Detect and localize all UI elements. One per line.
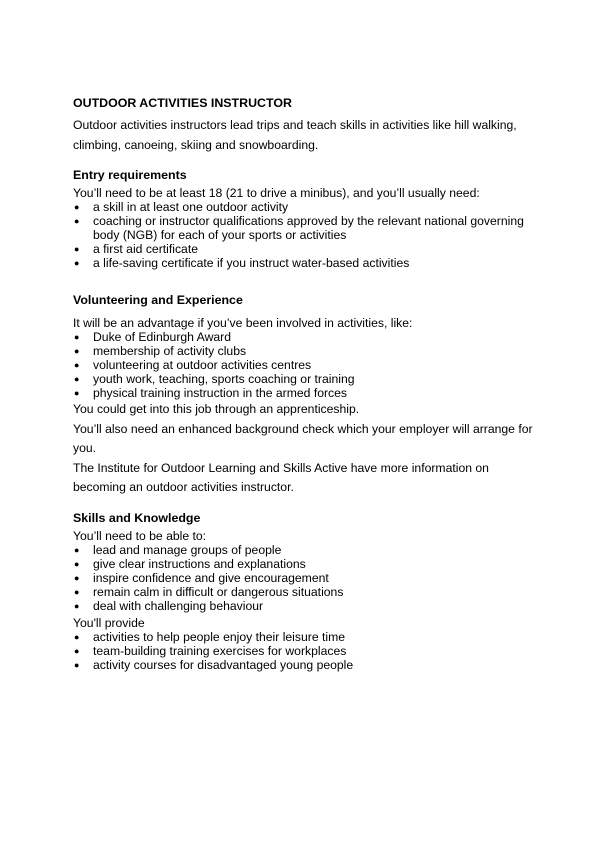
list-item: ● a skill in at least one outdoor activity — [74, 200, 289, 214]
bullet-icon: ● — [74, 374, 80, 384]
entry-requirements-heading: Entry requirements — [73, 168, 187, 182]
list-item: ● inspire confidence and give encouragement — [74, 570, 329, 585]
volunteering-list — [73, 330, 543, 400]
list-item: ● deal with challenging behaviour — [74, 598, 264, 613]
list-item: ● lead and manage groups of people — [74, 542, 282, 557]
bullet-icon: ● — [74, 659, 80, 670]
list-item: ● a life-saving certificate if you instruct water-based activities — [74, 256, 410, 270]
list-item: ● physical training instruction in the armed forces — [74, 386, 348, 400]
bullet-icon: ● — [74, 558, 80, 569]
list-item: ● activities to help people enjoy their leisure time — [74, 629, 346, 644]
bullet-icon: ● — [74, 572, 80, 583]
list-item: ● coaching or instructor qualifications approved by the relevant national governing body (NGB) for each of your sports or activities — [74, 214, 524, 242]
entry-requirements-list — [73, 200, 543, 270]
list-item: ● membership of activity clubs — [74, 344, 247, 358]
list-item: ● activity courses for disadvantaged young people — [74, 657, 354, 672]
document-content — [73, 95, 543, 672]
list-item: ● a first aid certificate — [74, 242, 198, 256]
bullet-icon: ● — [74, 216, 80, 226]
list-item: ● youth work, teaching, sports coaching or training — [74, 372, 355, 386]
entry-requirements-intro: You’ll need to be at least 18 (21 to drive a minibus), and you’ll usually need: — [73, 186, 480, 200]
bullet-icon: ● — [74, 631, 80, 642]
bullet-icon: ● — [74, 346, 80, 356]
bullet-icon: ● — [74, 586, 80, 597]
list-item: ● Duke of Edinburgh Award — [74, 330, 231, 344]
list-item: ● give clear instructions and explanations — [74, 556, 306, 571]
bullet-icon: ● — [74, 388, 80, 398]
bullet-icon: ● — [74, 645, 80, 656]
list-item: ● volunteering at outdoor activities centres — [74, 358, 312, 372]
bullet-icon: ● — [74, 202, 80, 212]
volunteering-heading: Volunteering and Experience — [73, 293, 243, 307]
provide-intro: You'll provide — [73, 615, 145, 630]
bullet-icon: ● — [74, 258, 80, 268]
background-check-paragraph: You’ll also need an enhanced background check which your employer will arrange for you. — [73, 421, 533, 455]
apprenticeship-paragraph: You could get into this job through an apprenticeship. — [73, 402, 360, 416]
bullet-icon: ● — [74, 332, 80, 342]
bullet-icon: ● — [74, 600, 80, 611]
list-item: ● team-building training exercises for workplaces — [74, 643, 347, 658]
bullet-icon: ● — [74, 360, 80, 370]
skills-intro: You’ll need to be able to: — [73, 528, 207, 543]
skills-heading: Skills and Knowledge — [73, 510, 201, 525]
bullet-icon: ● — [74, 244, 80, 254]
list-item: ● remain calm in difficult or dangerous situations — [74, 584, 344, 599]
bullet-icon: ● — [74, 544, 80, 555]
volunteering-intro: It will be an advantage if you’ve been involved in activities, like: — [73, 316, 413, 330]
skills-list — [73, 543, 543, 613]
page-title: OUTDOOR ACTIVITIES INSTRUCTOR — [73, 96, 292, 110]
intro-paragraph: Outdoor activities instructors lead trips and teach skills in activities like hill walking, climbing, canoeing, skiing and snowboarding. — [73, 118, 517, 152]
provide-list — [73, 630, 543, 672]
more-information-paragraph: The Institute for Outdoor Learning and Skills Active have more information on becoming an outdoor activities instructor. — [73, 460, 489, 494]
